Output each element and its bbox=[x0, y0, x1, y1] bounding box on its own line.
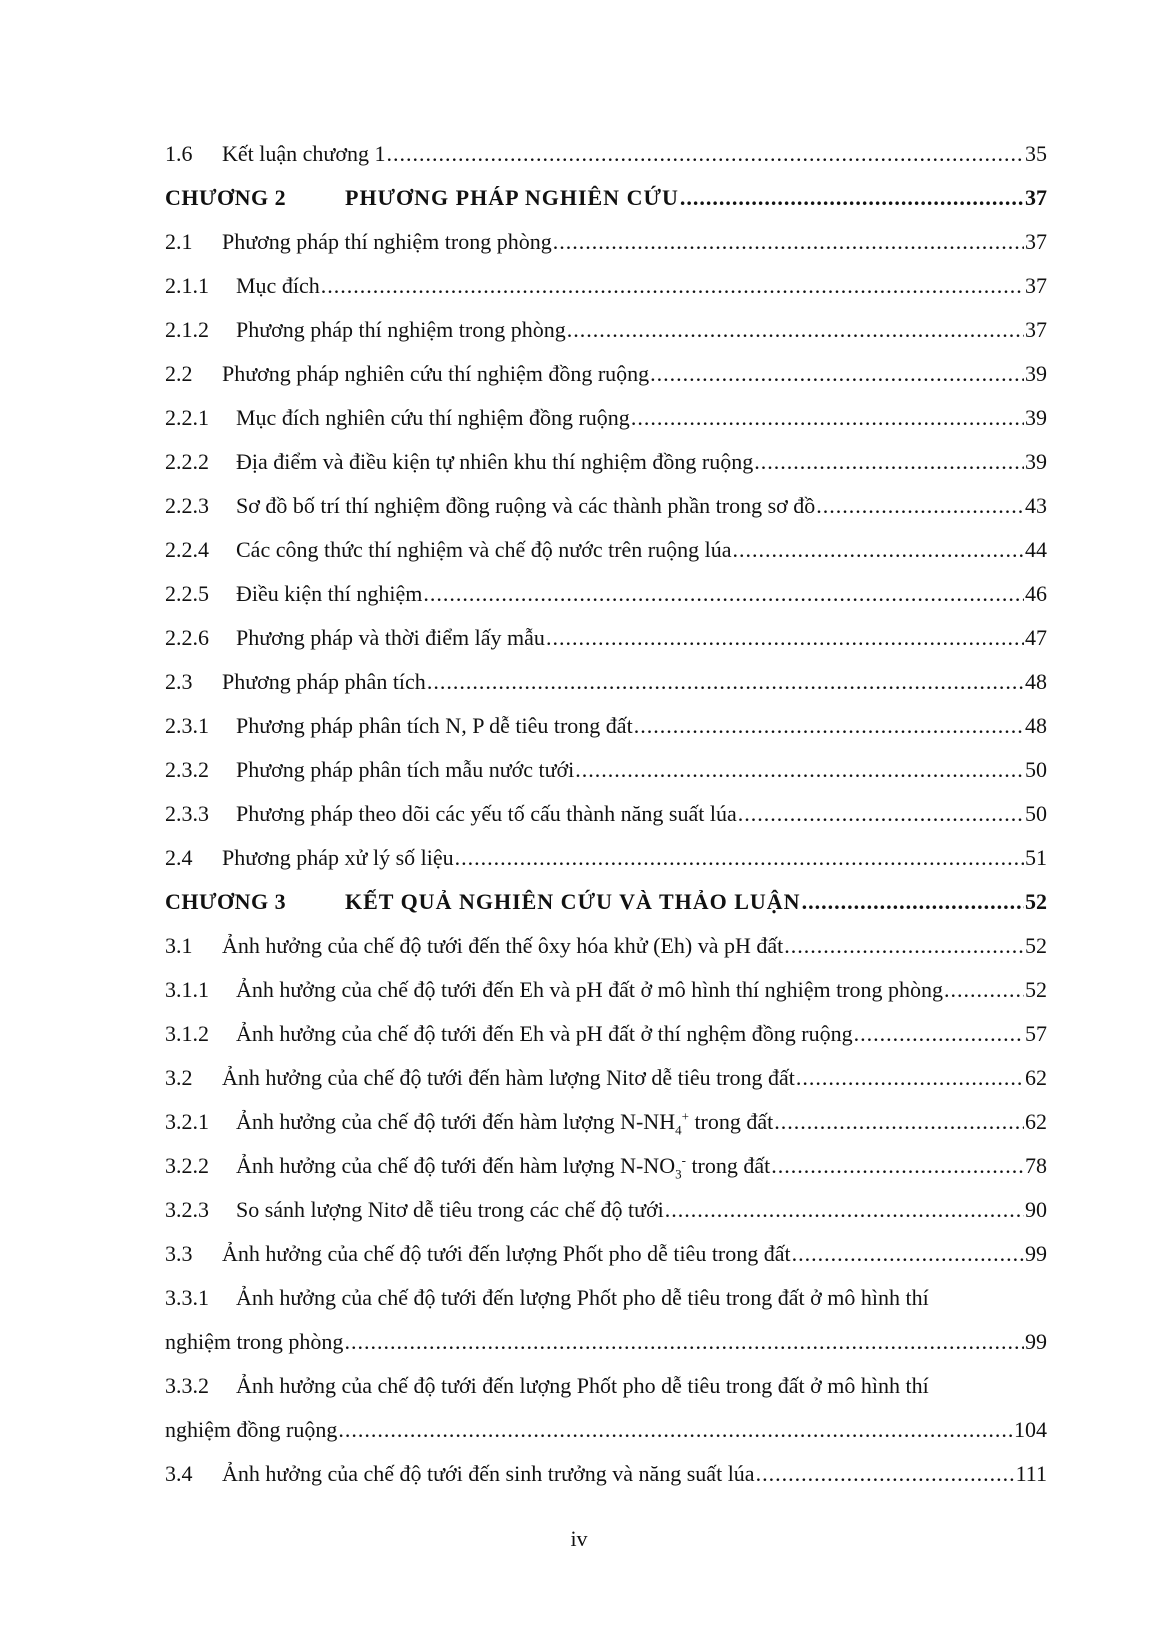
toc-entry-page: 90 bbox=[1025, 1197, 1047, 1222]
toc-entry-page: 99 bbox=[1025, 1241, 1047, 1266]
toc-entry[interactable] bbox=[165, 616, 1047, 660]
subscript: 4 bbox=[675, 1122, 682, 1138]
toc-leader-dots bbox=[546, 616, 1024, 660]
toc-entry-number: 3.3.1 bbox=[165, 1285, 209, 1310]
toc-leader-dots bbox=[774, 1100, 1024, 1144]
toc-entry[interactable] bbox=[165, 396, 1047, 440]
toc-entry-title: Ảnh hưởng của chế độ tưới đến Eh và pH đất ở mô hình thí nghiệm trong phòng bbox=[236, 977, 944, 1002]
toc-entry-number: 2.3.3 bbox=[165, 801, 209, 826]
toc-entry-number: 3.3 bbox=[165, 1241, 193, 1266]
toc-entry-page: 111 bbox=[1015, 1461, 1047, 1486]
toc-entry[interactable] bbox=[165, 660, 1047, 704]
toc-entry[interactable] bbox=[165, 968, 1047, 1012]
title-text: Ảnh hưởng của chế độ tưới đến hàm lượng N-NO bbox=[236, 1153, 676, 1178]
toc-entry-number: 2.1.1 bbox=[165, 273, 209, 298]
toc-leader-dots bbox=[802, 880, 1024, 924]
toc-entry-page: 48 bbox=[1025, 713, 1047, 738]
toc-entry-title: Phương pháp theo dõi các yếu tố cấu thành năng suất lúa bbox=[236, 801, 737, 826]
subscript: 3 bbox=[675, 1166, 682, 1182]
toc-entry[interactable] bbox=[165, 440, 1047, 484]
toc-entry-number: 3.2.3 bbox=[165, 1197, 209, 1222]
toc-entry[interactable] bbox=[165, 308, 1047, 352]
toc-entry-number: 3.4 bbox=[165, 1461, 193, 1486]
title-text: trong đất bbox=[688, 1109, 774, 1134]
toc-entry-number: 2.2.3 bbox=[165, 493, 209, 518]
toc-entry-title: Ảnh hưởng của chế độ tưới đến sinh trưởng và năng suất lúa bbox=[222, 1461, 755, 1486]
toc-entry-number: 2.2.2 bbox=[165, 449, 209, 474]
toc-entry[interactable] bbox=[165, 1188, 1047, 1232]
toc-chapter-number: CHƯƠNG 2 bbox=[165, 185, 287, 210]
toc-entry-page: 43 bbox=[1025, 493, 1047, 518]
toc-entry-page: 37 bbox=[1025, 317, 1047, 342]
toc-entry-title: Phương pháp thí nghiệm trong phòng bbox=[222, 229, 552, 254]
toc-entry-number: 3.2.1 bbox=[165, 1109, 209, 1134]
toc-entry-title: Các công thức thí nghiệm và chế độ nước trên ruộng lúa bbox=[236, 537, 732, 562]
toc-entry-number: 3.1.1 bbox=[165, 977, 209, 1002]
toc-entry-title: Phương pháp nghiên cứu thí nghiệm đồng ruộng bbox=[222, 361, 650, 386]
toc-entry[interactable] bbox=[165, 1452, 1047, 1496]
toc-leader-dots bbox=[427, 660, 1024, 704]
toc-leader-dots bbox=[756, 1452, 1015, 1496]
toc-leader-dots bbox=[816, 484, 1024, 528]
toc-leader-dots bbox=[784, 924, 1024, 968]
toc-entry-page: 46 bbox=[1025, 581, 1047, 606]
toc-entry-page: 48 bbox=[1025, 669, 1047, 694]
toc-entry-page: 62 bbox=[1025, 1065, 1047, 1090]
toc-entry-wrapped[interactable] bbox=[165, 1364, 1047, 1408]
toc-entry-number: 3.3.2 bbox=[165, 1373, 209, 1398]
superscript: + bbox=[681, 1108, 689, 1124]
toc-entry-page: 62 bbox=[1025, 1109, 1047, 1134]
toc-entry-page: 37 bbox=[1025, 229, 1047, 254]
toc-entry-title: Sơ đồ bố trí thí nghiệm đồng ruộng và các thành phần trong sơ đồ bbox=[236, 493, 816, 518]
toc-leader-dots bbox=[754, 440, 1024, 484]
toc-entry-page: 104 bbox=[1014, 1417, 1047, 1442]
toc-entry[interactable] bbox=[165, 836, 1047, 880]
toc-entry-title: So sánh lượng Nitơ dễ tiêu trong các chế độ tưới bbox=[236, 1197, 664, 1222]
toc-entry-page: 50 bbox=[1025, 757, 1047, 782]
toc-leader-dots bbox=[792, 1232, 1024, 1276]
toc-entry-number: 1.6 bbox=[165, 141, 193, 166]
toc-entry-page: 44 bbox=[1025, 537, 1047, 562]
toc-leader-dots bbox=[321, 264, 1024, 308]
toc-chapter-title: PHƯƠNG PHÁP NGHIÊN CỨU bbox=[345, 185, 679, 210]
toc-entry-number: 2.2.5 bbox=[165, 581, 209, 606]
toc-leader-dots bbox=[567, 308, 1024, 352]
toc-entry-number: 2.2.1 bbox=[165, 405, 209, 430]
toc-leader-dots bbox=[771, 1144, 1024, 1188]
toc-leader-dots bbox=[344, 1320, 1024, 1364]
toc-entry-page: 37 bbox=[1025, 185, 1047, 210]
toc-entry[interactable] bbox=[165, 1012, 1047, 1056]
toc-entry-page: 39 bbox=[1025, 361, 1047, 386]
toc-entry-title-line2: nghiệm đồng ruộng bbox=[165, 1417, 338, 1442]
toc-leader-dots bbox=[650, 352, 1024, 396]
toc-entry[interactable] bbox=[165, 132, 1047, 176]
toc-entry-title-line1: Ảnh hưởng của chế độ tưới đến lượng Phốt pho dễ tiêu trong đất ở mô hình thí bbox=[236, 1285, 929, 1310]
toc-leader-dots bbox=[680, 176, 1024, 220]
toc-entry-number: 2.2.4 bbox=[165, 537, 209, 562]
toc-entry-title: Ảnh hưởng của chế độ tưới đến thế ôxy hóa khử (Eh) và pH đất bbox=[222, 933, 784, 958]
toc-entry-number: 2.3.1 bbox=[165, 713, 209, 738]
toc-entry-page: 50 bbox=[1025, 801, 1047, 826]
toc-entry[interactable] bbox=[165, 1056, 1047, 1100]
toc-entry-number: 2.3 bbox=[165, 669, 193, 694]
toc-chapter-title: KẾT QUẢ NGHIÊN CỨU VÀ THẢO LUẬN bbox=[345, 889, 801, 914]
toc-leader-dots bbox=[634, 704, 1024, 748]
toc-entry-page: 37 bbox=[1025, 273, 1047, 298]
toc-entry-page: 39 bbox=[1025, 405, 1047, 430]
toc-entry-number: 2.3.2 bbox=[165, 757, 209, 782]
toc-entry-title: Ảnh hưởng của chế độ tưới đến Eh và pH đất ở thí nghệm đồng ruộng bbox=[236, 1021, 853, 1046]
toc-entry-page: 99 bbox=[1025, 1329, 1047, 1354]
toc-entry-title: Ảnh hưởng của chế độ tưới đến hàm lượng Nitơ dễ tiêu trong đất bbox=[222, 1065, 795, 1090]
toc-entry[interactable] bbox=[165, 792, 1047, 836]
toc-entry-continuation[interactable] bbox=[165, 1320, 1047, 1364]
toc-entry-number: 2.4 bbox=[165, 845, 193, 870]
toc-entry-title: Phương pháp và thời điểm lấy mẫu bbox=[236, 625, 545, 650]
title-text: Ảnh hưởng của chế độ tưới đến hàm lượng N-NH bbox=[236, 1109, 676, 1134]
toc-entry[interactable] bbox=[165, 704, 1047, 748]
toc-leader-dots bbox=[338, 1408, 1013, 1452]
toc-entry-number: 3.2.2 bbox=[165, 1153, 209, 1178]
toc-leader-dots bbox=[796, 1056, 1024, 1100]
toc-leader-dots bbox=[733, 528, 1024, 572]
toc-entry-number: 3.1 bbox=[165, 933, 193, 958]
title-text: trong đất bbox=[685, 1153, 771, 1178]
toc-entry-title: Địa điểm và điều kiện tự nhiên khu thí nghiệm đồng ruộng bbox=[236, 449, 754, 474]
toc-entry[interactable] bbox=[165, 1232, 1047, 1276]
toc-leader-dots bbox=[455, 836, 1024, 880]
toc-entry-page: 78 bbox=[1025, 1153, 1047, 1178]
toc-entry[interactable] bbox=[165, 528, 1047, 572]
toc-entry-page: 51 bbox=[1025, 845, 1047, 870]
toc-chapter-entry[interactable] bbox=[165, 880, 1047, 924]
toc-leader-dots bbox=[854, 1012, 1024, 1056]
toc-entry-title: Phương pháp phân tích bbox=[222, 669, 426, 694]
toc-entry-title-line2: nghiệm trong phòng bbox=[165, 1329, 344, 1354]
toc-entry-page: 39 bbox=[1025, 449, 1047, 474]
toc-leader-dots bbox=[738, 792, 1024, 836]
toc-entry[interactable] bbox=[165, 264, 1047, 308]
toc-entry-number: 2.2 bbox=[165, 361, 193, 386]
toc-chapter-entry[interactable] bbox=[165, 176, 1047, 220]
toc-entry-title: Phương pháp phân tích mẫu nước tưới bbox=[236, 757, 575, 782]
toc-leader-dots bbox=[944, 968, 1024, 1012]
toc-entry-page: 52 bbox=[1025, 933, 1047, 958]
toc-entry-title: Mục đích bbox=[236, 273, 320, 298]
superscript: - bbox=[681, 1152, 686, 1168]
toc-entry[interactable] bbox=[165, 924, 1047, 968]
toc-entry-number: 2.2.6 bbox=[165, 625, 209, 650]
toc-entry-title: Mục đích nghiên cứu thí nghiệm đồng ruộng bbox=[236, 405, 630, 430]
toc-entry[interactable] bbox=[165, 572, 1047, 616]
toc-chapter-number: CHƯƠNG 3 bbox=[165, 889, 287, 914]
toc-entry-page: 47 bbox=[1025, 625, 1047, 650]
toc-leader-dots bbox=[553, 220, 1024, 264]
toc-entry[interactable] bbox=[165, 1144, 1047, 1188]
toc-entry-continuation[interactable] bbox=[165, 1408, 1047, 1452]
toc-entry-title: Phương pháp thí nghiệm trong phòng bbox=[236, 317, 566, 342]
toc-entry-number: 3.1.2 bbox=[165, 1021, 209, 1046]
toc-entry[interactable] bbox=[165, 1100, 1047, 1144]
table-of-contents bbox=[165, 132, 1047, 1496]
toc-entry-title bbox=[236, 1144, 770, 1188]
toc-entry-title bbox=[236, 1100, 773, 1144]
toc-leader-dots bbox=[665, 1188, 1024, 1232]
toc-entry-number: 2.1.2 bbox=[165, 317, 209, 342]
toc-entry[interactable] bbox=[165, 484, 1047, 528]
toc-entry-wrapped[interactable] bbox=[165, 1276, 1047, 1320]
toc-entry-title: Ảnh hưởng của chế độ tưới đến lượng Phốt pho dễ tiêu trong đất bbox=[222, 1241, 791, 1266]
toc-entry-title: Phương pháp phân tích N, P dễ tiêu trong đất bbox=[236, 713, 633, 738]
toc-entry-title: Phương pháp xử lý số liệu bbox=[222, 845, 454, 870]
toc-entry-page: 52 bbox=[1025, 977, 1047, 1002]
toc-entry[interactable] bbox=[165, 748, 1047, 792]
toc-entry-number: 2.1 bbox=[165, 229, 193, 254]
toc-entry-page: 57 bbox=[1025, 1021, 1047, 1046]
toc-entry-title-line1: Ảnh hưởng của chế độ tưới đến lượng Phốt pho dễ tiêu trong đất ở mô hình thí bbox=[236, 1373, 929, 1398]
toc-entry-page: 52 bbox=[1025, 889, 1047, 914]
toc-leader-dots bbox=[423, 572, 1024, 616]
toc-entry-number: 3.2 bbox=[165, 1065, 193, 1090]
toc-entry[interactable] bbox=[165, 220, 1047, 264]
toc-entry[interactable] bbox=[165, 352, 1047, 396]
toc-entry-title: Điều kiện thí nghiệm bbox=[236, 581, 423, 606]
toc-leader-dots bbox=[386, 132, 1024, 176]
toc-entry-title: Kết luận chương 1 bbox=[222, 141, 386, 166]
toc-leader-dots bbox=[575, 748, 1024, 792]
page-number-footer: iv bbox=[570, 1526, 588, 1551]
toc-entry-page: 35 bbox=[1025, 141, 1047, 166]
toc-leader-dots bbox=[631, 396, 1024, 440]
